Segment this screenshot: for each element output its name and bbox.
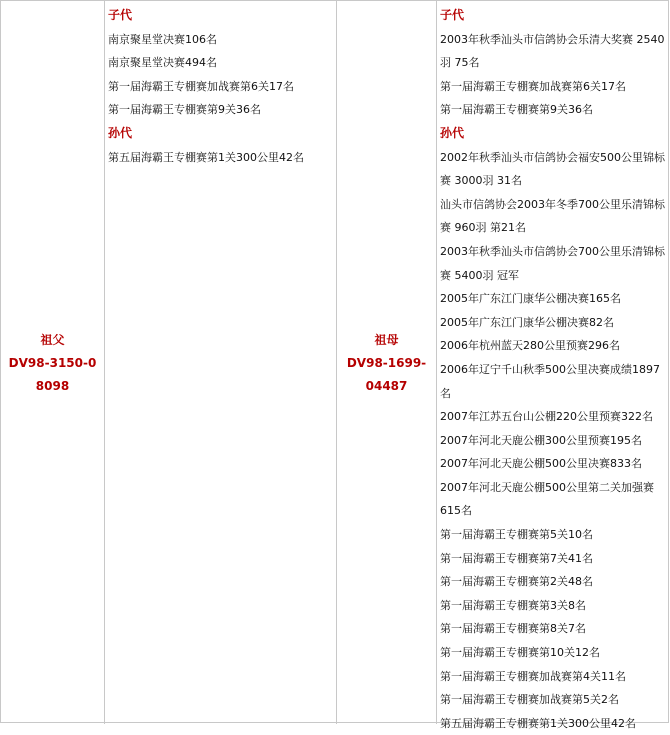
result-item: 2007年河北天鹿公棚300公里预赛195名: [440, 433, 642, 447]
result-item: 第一届海霸王专棚赛第8关7名: [440, 622, 586, 636]
result-item: 2003年秋季汕头市信鸽协会700公里乐清锦标赛 5400羽 冠军: [440, 244, 665, 282]
grandfather-title: 祖父: [40, 333, 65, 347]
result-item: 第一届海霸王专棚赛加战赛第6关17名: [108, 79, 294, 93]
grandfather-label: [1, 329, 104, 398]
result-item: 2007年江苏五台山公棚220公里预赛322名: [440, 410, 653, 424]
result-item: 第五届海霸王专棚赛第1关300公里42名: [108, 150, 304, 164]
grandmother-results-list: [440, 4, 668, 735]
result-item: 第一届海霸王专棚赛第2关48名: [440, 575, 593, 589]
result-item: 南京聚星堂决赛106名: [108, 32, 217, 46]
result-item: 第一届海霸王专棚赛加战赛第5关2名: [440, 693, 619, 707]
result-item: 2003年秋季汕头市信鸽协会乐清大奖赛 2540羽 75名: [440, 32, 665, 70]
result-item: 第一届海霸王专棚赛加战赛第6关17名: [440, 79, 626, 93]
grandmother-title: 祖母: [374, 333, 399, 347]
section-heading-offspring: 子代: [440, 8, 465, 22]
result-item: 2006年杭州蓝天280公里预赛296名: [440, 339, 620, 353]
result-item: 第一届海霸王专棚赛第3关8名: [440, 598, 586, 612]
grandmother-cell: [337, 1, 437, 724]
section-heading-offspring: 子代: [108, 8, 133, 22]
grandmother-label: [337, 329, 436, 398]
result-item: 第一届海霸王专棚赛加战赛第4关11名: [440, 669, 626, 683]
section-heading-grandchildren: 孙代: [108, 125, 133, 140]
grandfather-results-list: [108, 4, 334, 169]
grandfather-cell: [1, 1, 105, 724]
result-item: 第一届海霸王专棚赛第9关36名: [108, 103, 261, 117]
result-item: 2005年广东江门康华公棚决赛82名: [440, 315, 614, 329]
result-item: 2002年秋季汕头市信鸽协会福安500公里锦标赛 3000羽 31名: [440, 150, 665, 188]
result-item: 汕头市信鸽协会2003年冬季700公里乐清锦标赛 960羽 第21名: [440, 197, 665, 235]
result-item: 2007年河北天鹿公棚500公里决赛833名: [440, 457, 642, 471]
grandfather-results-cell: [105, 1, 337, 724]
grandfather-ring-number: DV98-3150-08098: [8, 356, 97, 393]
section-heading-grandchildren: 孙代: [440, 125, 465, 140]
result-item: 南京聚星堂决赛494名: [108, 56, 217, 70]
result-item: 第一届海霸王专棚赛第5关10名: [440, 528, 593, 542]
result-item: 2005年广东江门康华公棚决赛165名: [440, 292, 621, 306]
result-item: 第一届海霸王专棚赛第9关36名: [440, 103, 593, 117]
grandmother-ring-number: DV98-1699-04487: [346, 356, 427, 393]
result-item: 2007年河北天鹿公棚500公里第二关加强赛615名: [440, 480, 654, 518]
result-item: 2006年辽宁千山秋季500公里决赛成绩1897名: [440, 362, 660, 400]
result-item: 第一届海霸王专棚赛第7关41名: [440, 551, 593, 565]
result-item: 第五届海霸王专棚赛第1关300公里42名: [440, 716, 636, 730]
grandmother-results-cell: [437, 1, 670, 730]
result-item: 第一届海霸王专棚赛第10关12名: [440, 646, 600, 660]
